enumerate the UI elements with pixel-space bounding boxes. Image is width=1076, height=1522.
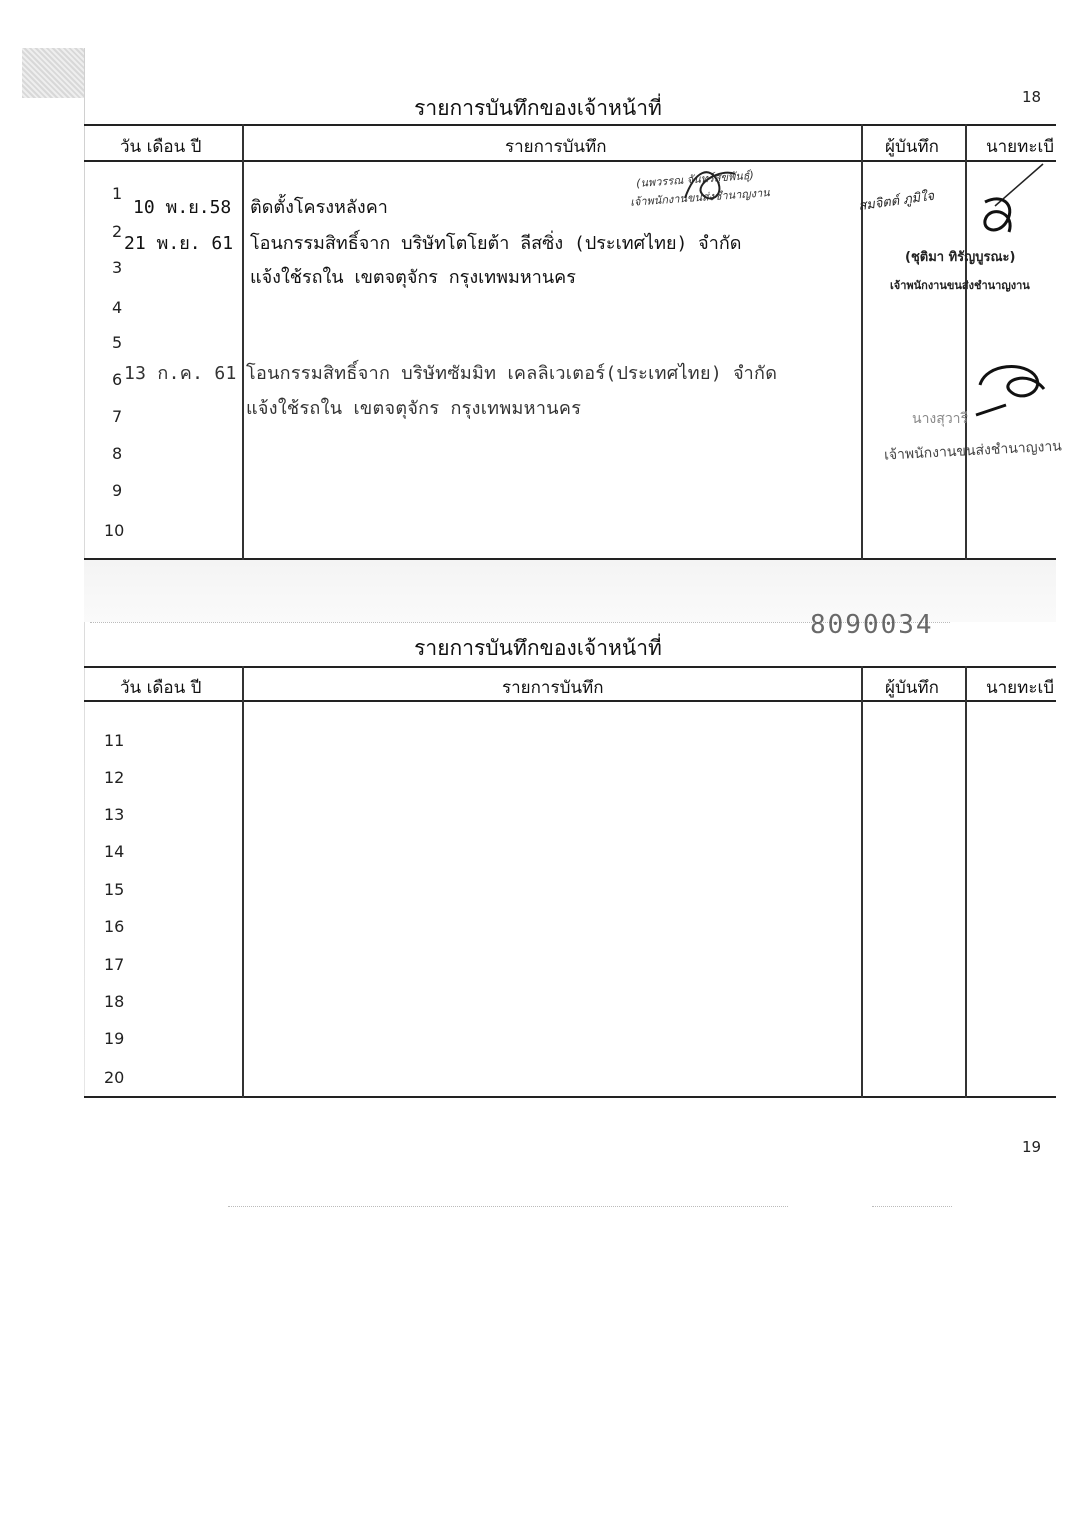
entry-date: 13 ก.ค. 61	[124, 363, 237, 384]
stamp-registrar-3-name: นางสุวารี	[912, 411, 969, 427]
entry-continuation: แจ้งใช้รถใน เขตจตุจักร กรุงเทพมหานคร	[246, 398, 582, 419]
stamp-registrar-name: (ชุติมา ทิรัญบูรณะ)	[905, 250, 1016, 265]
top-row-number: 1	[112, 184, 123, 203]
bottom-row-number: 14	[104, 842, 125, 861]
top-table-header-border	[84, 160, 1056, 162]
top-row-number: 8	[112, 444, 123, 463]
top-row-number: 4	[112, 298, 123, 317]
bottom-table-col-divider-3	[965, 666, 967, 1098]
bottom-row-number: 17	[104, 955, 125, 974]
bottom-row-number: 15	[104, 880, 125, 899]
top-table-col-divider-1	[242, 124, 244, 560]
section-bottom-title: รายการบันทึกของเจ้าหน้าที่	[414, 636, 662, 660]
top-header-entry: รายการบันทึก	[505, 137, 607, 157]
signature-entry3-registrar	[966, 355, 1056, 425]
bottom-row-number: 19	[104, 1029, 125, 1048]
stamp-officer-name: (นพวรรณ จันทร์สุขพันธุ์)	[635, 168, 755, 191]
bottom-table-col-divider-1	[242, 666, 244, 1098]
stamp-officer-title: เจ้าพนักงานขนส่งชำนาญงาน	[629, 186, 771, 209]
page-number-top: 18	[1022, 88, 1042, 106]
scan-bottom-dotline	[228, 1206, 788, 1208]
top-header-registrar: นายทะเบี	[986, 137, 1055, 157]
top-table-col-divider-2	[861, 124, 863, 560]
bottom-row-number: 20	[104, 1068, 125, 1087]
entry-date: 10 พ.ย.58	[133, 197, 232, 218]
top-header-date: วัน เดือน ปี	[120, 137, 202, 157]
top-row-number: 3	[112, 258, 123, 277]
bottom-row-number: 18	[104, 992, 125, 1011]
entry-continuation: แจ้งใช้รถใน เขตจตุจักร กรุงเทพมหานคร	[250, 267, 576, 288]
top-table-top-border	[84, 124, 1056, 126]
bottom-row-number: 16	[104, 917, 125, 936]
top-header-recorder: ผู้บันทึก	[885, 137, 939, 157]
top-row-number: 2	[112, 222, 123, 241]
top-row-number: 6	[112, 370, 123, 389]
page-number-bottom: 19	[1022, 1138, 1042, 1156]
stamp-registrar-title: เจ้าพนักงานขนส่งชำนาญงาน	[890, 279, 1030, 292]
bottom-row-number: 13	[104, 805, 125, 824]
top-row-number: 7	[112, 407, 123, 426]
scan-artifact-mark	[22, 48, 84, 98]
bottom-header-date: วัน เดือน ปี	[120, 678, 202, 698]
section-top-title: รายการบันทึกของเจ้าหน้าที่	[414, 96, 662, 120]
bottom-row-number: 11	[104, 731, 125, 750]
bottom-header-recorder: ผู้บันทึก	[885, 678, 939, 698]
bottom-row-number: 12	[104, 768, 125, 787]
top-row-number: 5	[112, 333, 123, 352]
entry-text: โอนกรรมสิทธิ์จาก บริษัทซัมมิท เคลลิเวเตอร์(ประเทศไทย) จำกัด	[246, 363, 778, 384]
entry-text: โอนกรรมสิทธิ์จาก บริษัทโตโยต้า ลีสซิ่ง (ประเทศไทย) จำกัด	[250, 233, 742, 254]
top-row-number: 9	[112, 481, 123, 500]
top-row-number: 10	[104, 521, 125, 540]
serial-number-fragment: 8090034	[810, 610, 934, 640]
stamp-registrar-3-title: เจ้าพนักงานขนส่งชำนาญงาน	[883, 438, 1063, 464]
bottom-header-registrar: นายทะเบี	[986, 678, 1055, 698]
signature-entry1	[680, 160, 740, 210]
entry-text: ติดตั้งโครงหลังคา	[250, 197, 388, 218]
bottom-header-entry: รายการบันทึก	[502, 678, 604, 698]
bottom-table-bottom-border	[84, 1096, 1056, 1098]
scan-bottom-dotline	[872, 1206, 952, 1208]
bottom-table-top-border	[84, 666, 1056, 668]
entry-date: 21 พ.ย. 61	[124, 233, 234, 254]
bottom-table-col-divider-2	[861, 666, 863, 1098]
stamp-recorder-name: สมจิตต์ ภูมิใจ	[857, 188, 936, 215]
signature-entry2-registrar	[965, 162, 1045, 252]
